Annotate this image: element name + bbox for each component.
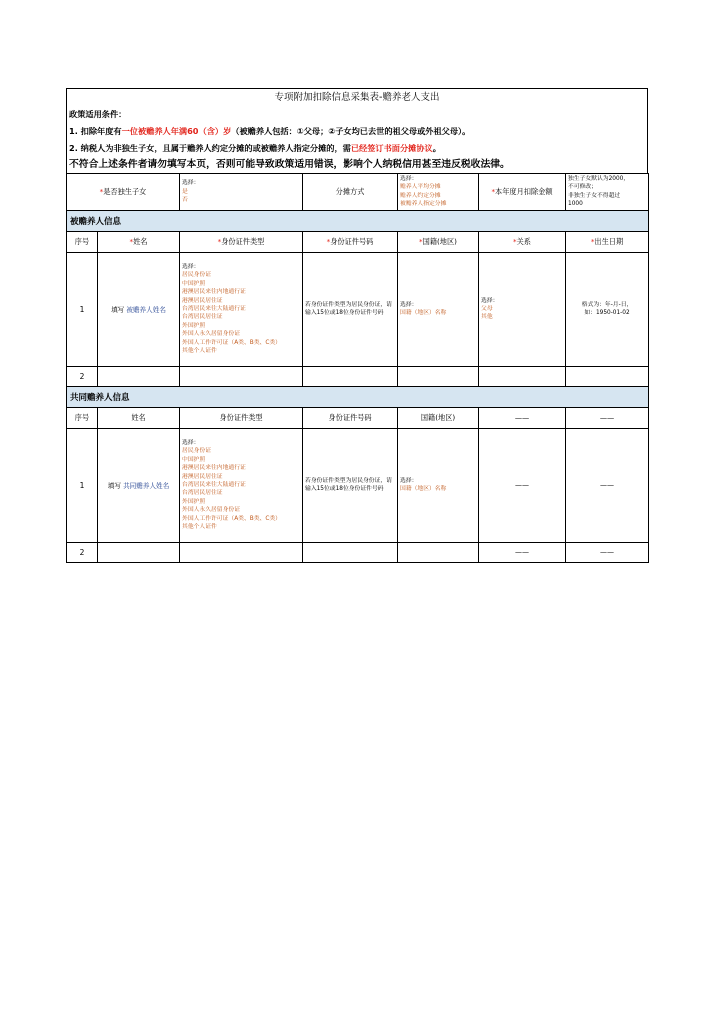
col-id-no: *身份证件号码 (303, 231, 398, 252)
nation-select[interactable]: 选择： 国籍（地区）名称 (398, 428, 479, 542)
relation-select[interactable] (479, 366, 566, 386)
table-row (67, 542, 649, 562)
split-method-select[interactable]: 选择： 赡养人平均分摊 赡养人约定分摊 被赡养人指定分摊 (398, 174, 479, 211)
form-header (66, 88, 648, 173)
row-no: 1 (67, 428, 98, 542)
row-no: 2 (67, 366, 98, 386)
dash-cell: —— (479, 428, 566, 542)
relation-select[interactable]: 选择： 父母 其他 (479, 252, 566, 366)
top-row (67, 174, 649, 211)
table-row (67, 252, 649, 366)
co-supporter-column-headers (67, 407, 649, 428)
col-relation: *关系 (479, 231, 566, 252)
table-row (67, 428, 649, 542)
id-type-select[interactable] (180, 366, 303, 386)
monthly-deduction-input[interactable]: 独生子女默认为2000， 不可修改； 非独生子女不得超过 1000 (566, 174, 649, 211)
col-no: 序号 (67, 231, 98, 252)
col-name: 姓名 (98, 407, 180, 428)
form-sheet (66, 88, 648, 563)
policy-line-1: 1. 扣除年度有一位被赡养人年满60（含）岁（被赡养人包括：①父母；②子女均已去世的祖父母或外祖父母）。 (69, 126, 471, 136)
policy-line-2: 2. 纳税人为非独生子女，且属于赡养人约定分摊的或被赡养人指定分摊的，需已经签订书面分摊协议。 (69, 143, 441, 153)
id-number-input[interactable]: 若身份证件类型为居民身份证，请输入15位或18位身份证件号码 (303, 252, 398, 366)
table-row (67, 366, 649, 386)
id-number-input[interactable]: 若身份证件类型为居民身份证，请输入15位或18位身份证件号码 (303, 428, 398, 542)
col-id-type: 身份证件类型 (180, 407, 303, 428)
id-type-select[interactable]: 选择： 居民身份证 中国护照 港澳居民来往内地通行证 港澳居民居住证 台湾居民来往大陆通行证 台湾居民居住证 外国护照 外国人永久居留身份证 外国人工作许可证（A类、B类、C类） 其他个人证件 (180, 428, 303, 542)
col-id-type: *身份证件类型 (180, 231, 303, 252)
nation-select[interactable]: 选择： 国籍（地区）名称 (398, 252, 479, 366)
nation-select[interactable] (398, 542, 479, 562)
co-supporter-section-header: 共同赡养人信息 (67, 386, 649, 407)
only-child-label-cell: *是否独生子女 (67, 174, 180, 211)
id-type-select[interactable] (180, 542, 303, 562)
birth-date-input[interactable]: 格式为：年-月-日， 如：1950-01-02 (566, 252, 649, 366)
col-dash: —— (566, 407, 649, 428)
row-no: 2 (67, 542, 98, 562)
dash-cell: —— (479, 542, 566, 562)
id-number-input[interactable] (303, 366, 398, 386)
birth-date-input[interactable] (566, 366, 649, 386)
supported-section-header: 被赡养人信息 (67, 210, 649, 231)
col-no: 序号 (67, 407, 98, 428)
name-input[interactable]: 填写 共同赡养人姓名 (98, 428, 180, 542)
supported-column-headers (67, 231, 649, 252)
form-table (66, 173, 649, 563)
dash-cell: —— (566, 428, 649, 542)
id-number-input[interactable] (303, 542, 398, 562)
page-title: 专项附加扣除信息采集表-赡养老人支出 (274, 92, 440, 103)
row-no: 1 (67, 252, 98, 366)
nation-select[interactable] (398, 366, 479, 386)
col-name: *姓名 (98, 231, 180, 252)
col-id-no: 身份证件号码 (303, 407, 398, 428)
monthly-deduction-label: *本年度月扣除金额 (479, 174, 566, 211)
policy-heading: 政策适用条件： (69, 109, 127, 119)
name-input[interactable] (98, 542, 180, 562)
col-nation: 国籍(地区) (398, 407, 479, 428)
col-nation: *国籍(地区) (398, 231, 479, 252)
id-type-select[interactable]: 选择： 居民身份证 中国护照 港澳居民来往内地通行证 港澳居民居住证 台湾居民来往大陆通行证 台湾居民居住证 外国护照 外国人永久居留身份证 外国人工作许可证（A类、B类、C类） 其他个人证件 (180, 252, 303, 366)
col-dash: —— (479, 407, 566, 428)
dash-cell: —— (566, 542, 649, 562)
policy-warning: 不符合上述条件者请勿填写本页，否则可能导致政策适用错误，影响个人纳税信用甚至违反税收法律。 (69, 159, 510, 170)
name-input[interactable] (98, 366, 180, 386)
col-birth: *出生日期 (566, 231, 649, 252)
only-child-select[interactable]: 选择： 是 否 (180, 174, 303, 211)
split-method-label: 分摊方式 (303, 174, 398, 211)
name-input[interactable]: 填写 被赡养人姓名 (98, 252, 180, 366)
